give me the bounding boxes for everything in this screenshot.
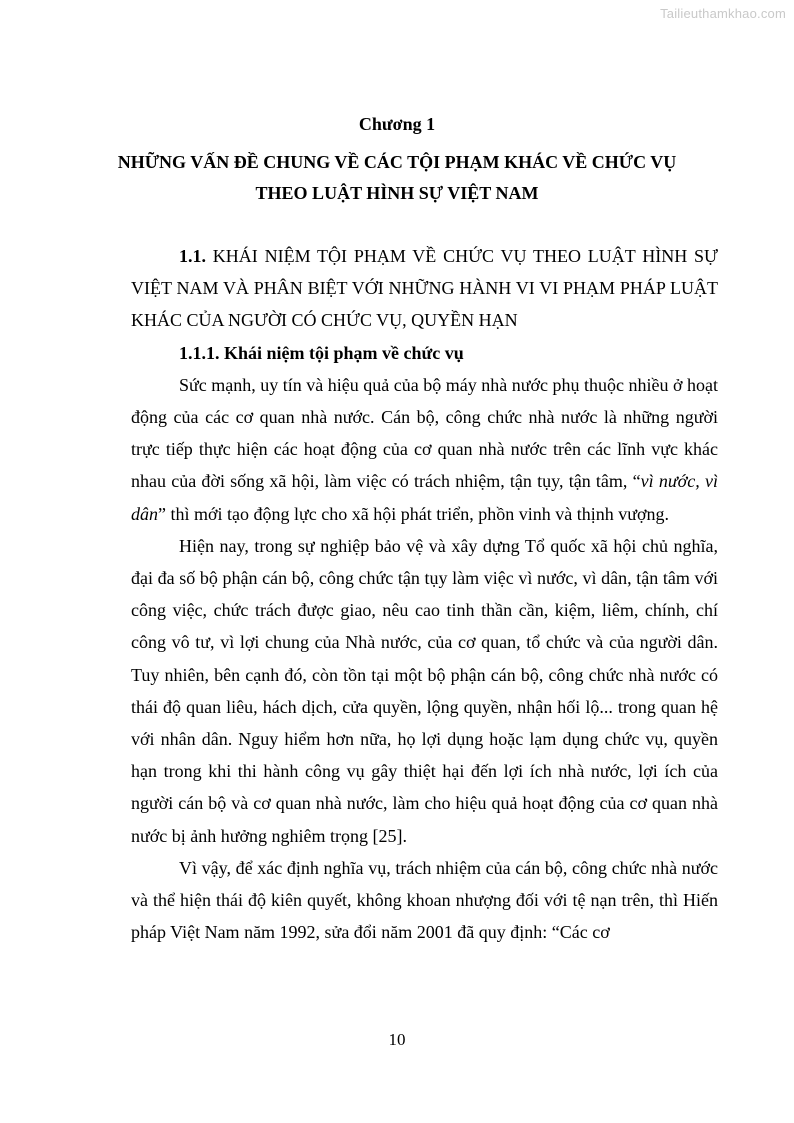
- paragraph-1-quote: vì nước, vì dân: [131, 471, 718, 524]
- section-number: 1.1.: [179, 246, 206, 266]
- section-heading-1-1: [131, 240, 718, 337]
- section-title: KHÁI NIỆM TỘI PHẠM VỀ CHỨC VỤ THEO LUẬT HÌNH SỰ VIỆT NAM VÀ PHÂN BIỆT VỚI NHỮNG HÀNH VI VI PHẠM PHÁP LUẬT KHÁC CỦA NGƯỜI CÓ CHỨC VỤ, QUYỀN HẠN: [131, 246, 718, 331]
- paragraph-1-text-b: ” thì mới tạo động lực cho xã hội phát triển, phồn vinh và thịnh vượng.: [158, 503, 669, 524]
- paragraph-1-text-a: Sức mạnh, uy tín và hiệu quả của bộ máy nhà nước phụ thuộc nhiều ở hoạt động của các cơ quan nhà nước. Cán bộ, công chức nhà nước là những người trực tiếp thực hiện các hoạt động của cơ quan nhà nước trên các lĩnh vực khác nhau của đời sống xã hội, làm việc có trách nhiệm, tận tụy, tận tâm, “: [131, 374, 718, 492]
- subsection-heading-1-1-1: 1.1.1. Khái niệm tội phạm về chức vụ: [179, 342, 464, 363]
- page-number: 10: [388, 1030, 406, 1049]
- paragraph-2: Hiện nay, trong sự nghiệp bảo vệ và xây dựng Tổ quốc xã hội chủ nghĩa, đại đa số bộ phận cán bộ, công chức tận tụy làm việc vì nước, vì dân, tận tâm với công việc, chức trách được giao, nêu cao tinh thần cần, kiệm, liêm, chính, chí công vô tư, vì lợi chung của Nhà nước, của cơ quan, tổ chức và của người dân. Tuy nhiên, bên cạnh đó, còn tồn tại một bộ phận cán bộ, công chức nhà nước có thái độ quan liêu, hách dịch, cửa quyền, lộng quyền, nhận hối lộ... trong quan hệ với nhân dân. Nguy hiểm hơn nữa, họ lợi dụng hoặc lạm dụng chức vụ, quyền hạn trong khi thi hành công vụ gây thiệt hại đến lợi ích nhà nước, lợi ích của người cán bộ và cơ quan nhà nước, làm cho hiệu quả hoạt động của cơ quan nhà nước bị ảnh hưởng nghiêm trọng [25].: [131, 535, 718, 846]
- watermark: Tailieuthamkhao.com: [660, 6, 786, 21]
- paragraph-3: Vì vậy, để xác định nghĩa vụ, trách nhiệm của cán bộ, công chức nhà nước và thể hiện thái độ kiên quyết, không khoan nhượng đối với tệ nạn trên, thì Hiến pháp Việt Nam năm 1992, sửa đổi năm 2001 đã quy định: “Các cơ: [131, 857, 718, 943]
- chapter-title: [0, 147, 794, 209]
- document-body: [131, 240, 718, 948]
- chapter-label: Chương 1: [358, 114, 436, 134]
- chapter-title-line-2: THEO LUẬT HÌNH SỰ VIỆT NAM: [255, 183, 539, 203]
- paragraph-1: [131, 369, 718, 530]
- chapter-title-line-1: NHỮNG VẤN ĐỀ CHUNG VỀ CÁC TỘI PHẠM KHÁC VỀ CHỨC VỤ: [117, 152, 677, 172]
